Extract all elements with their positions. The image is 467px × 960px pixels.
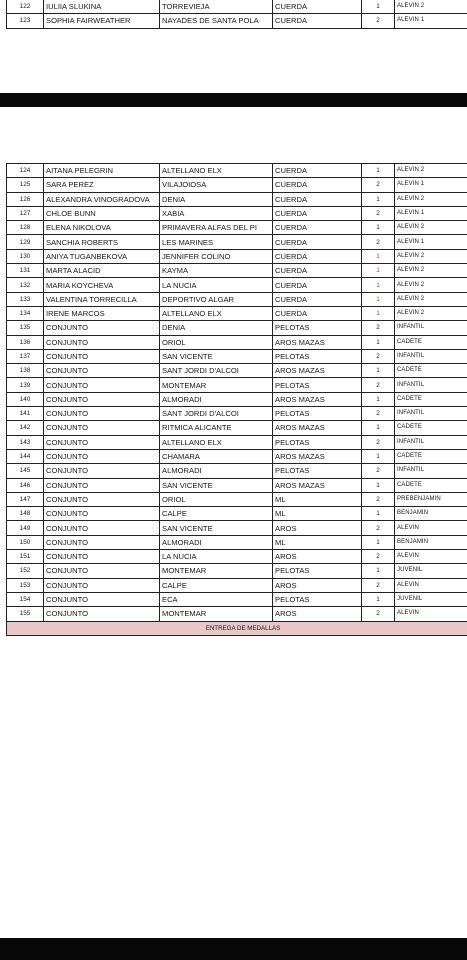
table-row (7, 478, 467, 492)
table-row (7, 492, 467, 506)
medal-ceremony-row (7, 621, 467, 635)
club-name-cell: MONTEMAR (160, 607, 273, 621)
gymnast-name-cell: CONJUNTO (44, 507, 160, 521)
apparatus-cell: CUERDA (273, 306, 362, 320)
category-cell: CADETE (395, 335, 467, 349)
apparatus-cell: ML (273, 492, 362, 506)
row-number-cell: 122 (7, 0, 44, 14)
category-cell: PREBENJAMIN (395, 492, 467, 506)
apparatus-cell: CUERDA (273, 221, 362, 235)
category-cell: CADETE (395, 392, 467, 406)
category-cell: BENJAMIN (395, 535, 467, 549)
club-name-cell: SAN VICENTE (160, 478, 273, 492)
gymnast-name-cell: SOPHIA FAIRWEATHER (44, 14, 160, 28)
schedule-table (6, 163, 467, 636)
rotation-count-cell: 1 (362, 392, 395, 406)
table-row (7, 335, 467, 349)
club-name-cell: ALTELLANO ELX (160, 435, 273, 449)
row-number-cell: 134 (7, 306, 44, 320)
apparatus-cell: AROS MAZAS (273, 364, 362, 378)
gymnast-name-cell: CONJUNTO (44, 449, 160, 463)
gymnast-name-cell: CONJUNTO (44, 435, 160, 449)
row-number-cell: 130 (7, 249, 44, 263)
club-name-cell: ALMORADI (160, 464, 273, 478)
row-number-cell: 151 (7, 550, 44, 564)
rotation-count-cell: 1 (362, 507, 395, 521)
rotation-count-cell: 2 (362, 378, 395, 392)
table-row (7, 349, 467, 363)
table-row (7, 0, 467, 14)
club-name-cell: JENNIFER COLINO (160, 249, 273, 263)
rotation-count-cell: 2 (362, 435, 395, 449)
category-cell: ALEVIN (395, 607, 467, 621)
rotation-count-cell: 1 (362, 364, 395, 378)
club-name-cell: ALMORADI (160, 392, 273, 406)
row-number-cell: 141 (7, 407, 44, 421)
category-cell: INFANTIL (395, 407, 467, 421)
row-number-cell: 135 (7, 321, 44, 335)
category-cell: ALEVIN 2 (395, 164, 467, 178)
apparatus-cell: CUERDA (273, 0, 362, 14)
table-row (7, 264, 467, 278)
table-row (7, 14, 467, 28)
rotation-count-cell: 1 (362, 192, 395, 206)
table-row (7, 507, 467, 521)
table-row (7, 278, 467, 292)
rotation-count-cell: 2 (362, 235, 395, 249)
gymnast-name-cell: CONJUNTO (44, 321, 160, 335)
bottom-bar (0, 938, 467, 960)
rotation-count-cell: 2 (362, 407, 395, 421)
club-name-cell: DEPORTIVO ALGAR (160, 292, 273, 306)
club-name-cell: KAYMA (160, 264, 273, 278)
apparatus-cell: AROS MAZAS (273, 449, 362, 463)
row-number-cell: 152 (7, 564, 44, 578)
row-number-cell: 149 (7, 521, 44, 535)
apparatus-cell: AROS MAZAS (273, 421, 362, 435)
table-row (7, 407, 467, 421)
apparatus-cell: ML (273, 507, 362, 521)
apparatus-cell: PELOTAS (273, 321, 362, 335)
gymnast-name-cell: CONJUNTO (44, 578, 160, 592)
gymnast-name-cell: CONJUNTO (44, 335, 160, 349)
category-cell: INFANTIL (395, 321, 467, 335)
apparatus-cell: AROS (273, 607, 362, 621)
category-cell: ALEVIN 2 (395, 278, 467, 292)
category-cell: ALEVIN 2 (395, 0, 467, 14)
row-number-cell: 138 (7, 364, 44, 378)
club-name-cell: TORREVIEJA (160, 0, 273, 14)
schedule-table-body (7, 164, 467, 622)
gymnast-name-cell: CONJUNTO (44, 364, 160, 378)
apparatus-cell: CUERDA (273, 192, 362, 206)
apparatus-cell: CUERDA (273, 264, 362, 278)
category-cell: INFANTIL (395, 464, 467, 478)
rotation-count-cell: 2 (362, 178, 395, 192)
apparatus-cell: PELOTAS (273, 592, 362, 606)
category-cell: INFANTIL (395, 435, 467, 449)
apparatus-cell: ML (273, 535, 362, 549)
apparatus-cell: PELOTAS (273, 407, 362, 421)
apparatus-cell: CUERDA (273, 292, 362, 306)
table-row (7, 435, 467, 449)
row-number-cell: 150 (7, 535, 44, 549)
rotation-count-cell: 1 (362, 0, 395, 14)
club-name-cell: ORIOL (160, 492, 273, 506)
table-row (7, 178, 467, 192)
table-row (7, 421, 467, 435)
club-name-cell: VILAJOIOSA (160, 178, 273, 192)
rotation-count-cell: 1 (362, 164, 395, 178)
gymnast-name-cell: MARTA ALACID (44, 264, 160, 278)
page-separator-bar (0, 93, 467, 107)
category-cell: CADETE (395, 364, 467, 378)
row-number-cell: 154 (7, 592, 44, 606)
club-name-cell: LA NUCIA (160, 278, 273, 292)
gymnast-name-cell: IULIIA SLUKINA (44, 0, 160, 14)
row-number-cell: 132 (7, 278, 44, 292)
apparatus-cell: AROS (273, 550, 362, 564)
gymnast-name-cell: CONJUNTO (44, 392, 160, 406)
gymnast-name-cell: CONJUNTO (44, 492, 160, 506)
rotation-count-cell: 1 (362, 478, 395, 492)
gymnast-name-cell: CONJUNTO (44, 592, 160, 606)
table-row (7, 564, 467, 578)
gymnast-name-cell: ELENA NIKOLOVA (44, 221, 160, 235)
category-cell: BENJAMIN (395, 507, 467, 521)
apparatus-cell: PELOTAS (273, 564, 362, 578)
row-number-cell: 136 (7, 335, 44, 349)
row-number-cell: 140 (7, 392, 44, 406)
gymnast-name-cell: CONJUNTO (44, 535, 160, 549)
rotation-count-cell: 2 (362, 492, 395, 506)
club-name-cell: ALTELLANO ELX (160, 306, 273, 320)
table-row (7, 306, 467, 320)
rotation-count-cell: 2 (362, 578, 395, 592)
table-row (7, 521, 467, 535)
apparatus-cell: CUERDA (273, 235, 362, 249)
rotation-count-cell: 2 (362, 321, 395, 335)
gymnast-name-cell: ALEXANDRA VINOGRADOVA (44, 192, 160, 206)
rotation-count-cell: 1 (362, 421, 395, 435)
row-number-cell: 146 (7, 478, 44, 492)
club-name-cell: MONTEMAR (160, 378, 273, 392)
category-cell: ALEVIN 2 (395, 306, 467, 320)
table-row (7, 464, 467, 478)
table-row (7, 249, 467, 263)
row-number-cell: 143 (7, 435, 44, 449)
row-number-cell: 124 (7, 164, 44, 178)
category-cell: ALEVIN 1 (395, 14, 467, 28)
rotation-count-cell: 1 (362, 264, 395, 278)
category-cell: ALEVIN 1 (395, 206, 467, 220)
category-cell: ALEVIN (395, 521, 467, 535)
club-name-cell: DENIA (160, 321, 273, 335)
gymnast-name-cell: SARA PEREZ (44, 178, 160, 192)
schedule-table-top (6, 0, 467, 29)
apparatus-cell: PELOTAS (273, 464, 362, 478)
medal-ceremony-label: ENTREGA DE MEDALLAS (7, 621, 467, 635)
rotation-count-cell: 2 (362, 14, 395, 28)
rotation-count-cell: 2 (362, 464, 395, 478)
apparatus-cell: CUERDA (273, 206, 362, 220)
club-name-cell: SAN VICENTE (160, 521, 273, 535)
club-name-cell: CHAMARA (160, 449, 273, 463)
club-name-cell: ALMORADI (160, 535, 273, 549)
category-cell: ALEVIN 2 (395, 221, 467, 235)
table-row (7, 578, 467, 592)
category-cell: JUVENIL (395, 592, 467, 606)
club-name-cell: XABIA (160, 206, 273, 220)
category-cell: ALEVIN 1 (395, 235, 467, 249)
rotation-count-cell: 1 (362, 564, 395, 578)
category-cell: INFANTIL (395, 349, 467, 363)
row-number-cell: 137 (7, 349, 44, 363)
table-row (7, 364, 467, 378)
apparatus-cell: CUERDA (273, 164, 362, 178)
club-name-cell: ALTELLANO ELX (160, 164, 273, 178)
club-name-cell: ORIOL (160, 335, 273, 349)
table-row (7, 550, 467, 564)
gymnast-name-cell: CONJUNTO (44, 607, 160, 621)
gymnast-name-cell: CONJUNTO (44, 564, 160, 578)
category-cell: ALEVIN 2 (395, 249, 467, 263)
apparatus-cell: AROS MAZAS (273, 335, 362, 349)
gymnast-name-cell: MARIA KOYCHEVA (44, 278, 160, 292)
club-name-cell: SANT JORDI D'ALCOI (160, 407, 273, 421)
club-name-cell: NAYADES DE SANTA POLA (160, 14, 273, 28)
club-name-cell: RITMICA ALICANTE (160, 421, 273, 435)
club-name-cell: ECA (160, 592, 273, 606)
apparatus-cell: AROS (273, 578, 362, 592)
row-number-cell: 125 (7, 178, 44, 192)
apparatus-cell: PELOTAS (273, 435, 362, 449)
table-row (7, 449, 467, 463)
row-number-cell: 129 (7, 235, 44, 249)
gymnast-name-cell: CHLOE BUNN (44, 206, 160, 220)
club-name-cell: SANT JORDI D'ALCOI (160, 364, 273, 378)
category-cell: ALEVIN 2 (395, 264, 467, 278)
category-cell: ALEVIN (395, 578, 467, 592)
row-number-cell: 123 (7, 14, 44, 28)
apparatus-cell: PELOTAS (273, 349, 362, 363)
apparatus-cell: CUERDA (273, 178, 362, 192)
gymnast-name-cell: CONJUNTO (44, 464, 160, 478)
rotation-count-cell: 1 (362, 535, 395, 549)
row-number-cell: 147 (7, 492, 44, 506)
club-name-cell: DENIA (160, 192, 273, 206)
gymnast-name-cell: CONJUNTO (44, 550, 160, 564)
gymnast-name-cell: AITANA PELEGRIN (44, 164, 160, 178)
row-number-cell: 142 (7, 421, 44, 435)
club-name-cell: CALPE (160, 507, 273, 521)
category-cell: INFANTIL (395, 378, 467, 392)
table-row (7, 192, 467, 206)
table-row (7, 292, 467, 306)
club-name-cell: PRIMAVERA ALFAS DEL PI (160, 221, 273, 235)
rotation-count-cell: 1 (362, 292, 395, 306)
category-cell: CADETE (395, 421, 467, 435)
gymnast-name-cell: CONJUNTO (44, 378, 160, 392)
row-number-cell: 144 (7, 449, 44, 463)
category-cell: ALEVIN 2 (395, 292, 467, 306)
club-name-cell: MONTEMAR (160, 564, 273, 578)
row-number-cell: 133 (7, 292, 44, 306)
row-number-cell: 128 (7, 221, 44, 235)
table-row (7, 535, 467, 549)
table-row (7, 607, 467, 621)
table-row (7, 235, 467, 249)
gymnast-name-cell: ANIYA TUGANBEKOVA (44, 249, 160, 263)
gymnast-name-cell: SANCHIA ROBERTS (44, 235, 160, 249)
top-table-body (7, 0, 467, 28)
club-name-cell: SAN VICENTE (160, 349, 273, 363)
row-number-cell: 131 (7, 264, 44, 278)
rotation-count-cell: 2 (362, 521, 395, 535)
table-row (7, 392, 467, 406)
rotation-count-cell: 1 (362, 221, 395, 235)
row-number-cell: 148 (7, 507, 44, 521)
table-row (7, 592, 467, 606)
row-number-cell: 126 (7, 192, 44, 206)
gymnast-name-cell: CONJUNTO (44, 349, 160, 363)
rotation-count-cell: 2 (362, 607, 395, 621)
gymnast-name-cell: CONJUNTO (44, 421, 160, 435)
rotation-count-cell: 1 (362, 592, 395, 606)
rotation-count-cell: 1 (362, 306, 395, 320)
table-row (7, 221, 467, 235)
table-row (7, 378, 467, 392)
gymnast-name-cell: VALENTINA TORRECILLA (44, 292, 160, 306)
row-number-cell: 145 (7, 464, 44, 478)
apparatus-cell: CUERDA (273, 14, 362, 28)
club-name-cell: LES MARINES (160, 235, 273, 249)
rotation-count-cell: 2 (362, 550, 395, 564)
apparatus-cell: AROS MAZAS (273, 478, 362, 492)
rotation-count-cell: 1 (362, 249, 395, 263)
row-number-cell: 155 (7, 607, 44, 621)
category-cell: ALEVIN 1 (395, 178, 467, 192)
rotation-count-cell: 1 (362, 449, 395, 463)
category-cell: CADETE (395, 449, 467, 463)
club-name-cell: CALPE (160, 578, 273, 592)
gymnast-name-cell: CONJUNTO (44, 407, 160, 421)
rotation-count-cell: 2 (362, 349, 395, 363)
category-cell: ALEVIN (395, 550, 467, 564)
row-number-cell: 139 (7, 378, 44, 392)
apparatus-cell: CUERDA (273, 278, 362, 292)
rotation-count-cell: 1 (362, 335, 395, 349)
table-row (7, 164, 467, 178)
category-cell: ALEVIN 2 (395, 192, 467, 206)
gymnast-name-cell: CONJUNTO (44, 521, 160, 535)
apparatus-cell: PELOTAS (273, 378, 362, 392)
table-row (7, 321, 467, 335)
gymnast-name-cell: IRENE MARCOS (44, 306, 160, 320)
row-number-cell: 153 (7, 578, 44, 592)
apparatus-cell: CUERDA (273, 249, 362, 263)
rotation-count-cell: 1 (362, 278, 395, 292)
club-name-cell: LA NUCIA (160, 550, 273, 564)
apparatus-cell: AROS MAZAS (273, 392, 362, 406)
apparatus-cell: AROS (273, 521, 362, 535)
rotation-count-cell: 2 (362, 206, 395, 220)
table-row (7, 206, 467, 220)
category-cell: JUVENIL (395, 564, 467, 578)
category-cell: CADETE (395, 478, 467, 492)
row-number-cell: 127 (7, 206, 44, 220)
gymnast-name-cell: CONJUNTO (44, 478, 160, 492)
